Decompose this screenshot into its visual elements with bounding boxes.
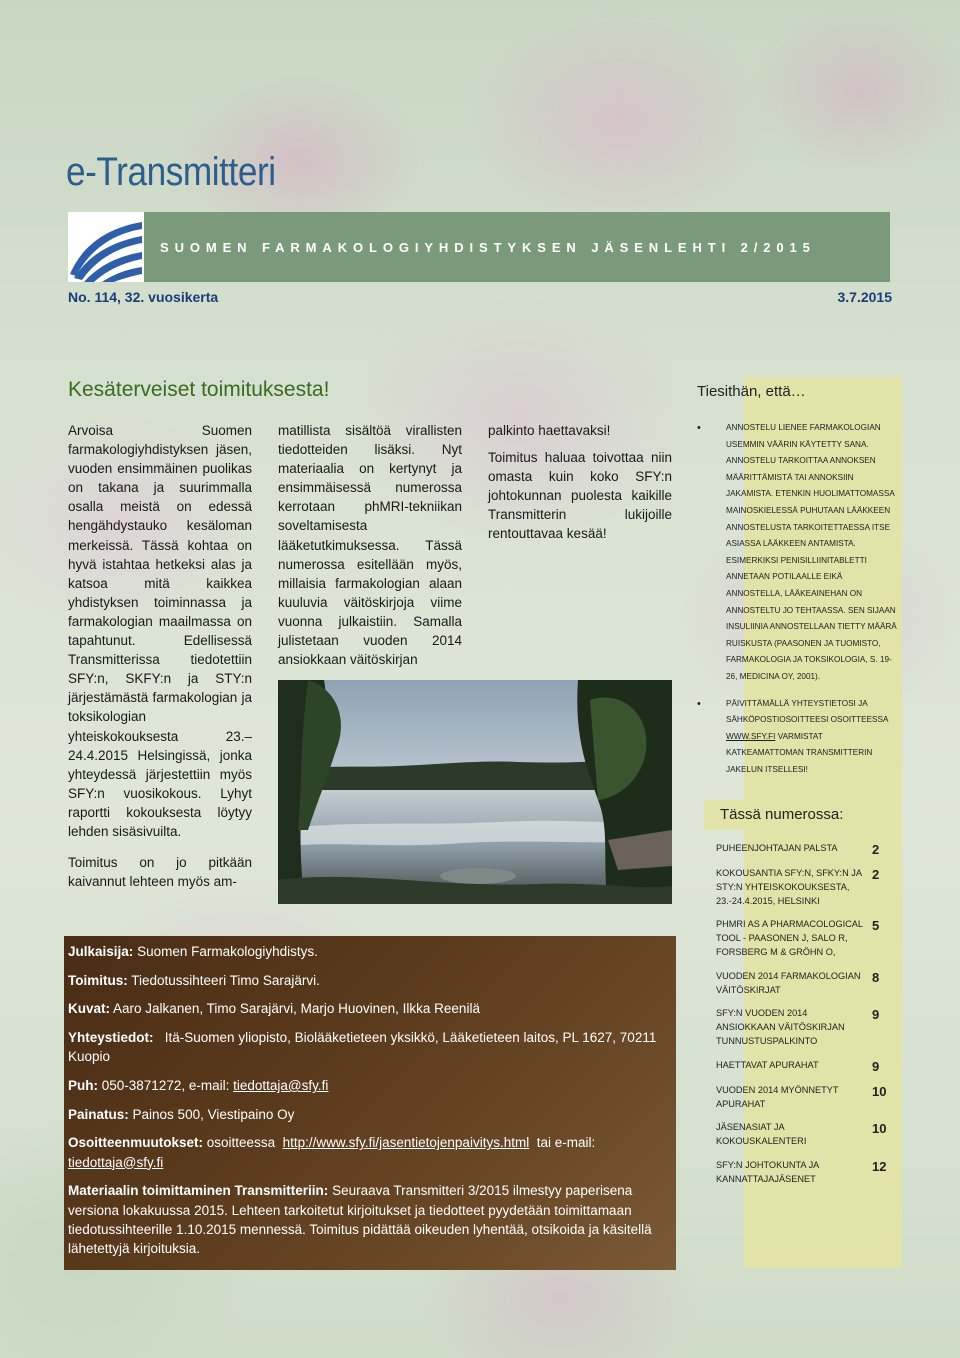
- article-paragraph: palkinto haettavaksi!: [488, 423, 611, 438]
- article-paragraph: Arvoisa Suomen farmakologiyhdistyksen jäsen, vuoden ensimmäinen puolikas on takana ja suurimmalla osalla meistä on edessä hengähdystauko kesäloman merkeissä. Tässä kohtaa on hyvä istahtaa hetkeksi alas ja katsoa mitä kaikkea yhdistyksen toiminnassa ja farmakologian maailmassa on tapahtunut. Edellisessä Transmitterissa tiedotettiin SFY:n, SKFY:n ja STY:n järjestämästä farmakologian ja toksikologian yhteiskokouksesta 23.–24.4.2015 Helsingissä, jonka yhteydessä järjestettiin myös SFY:n vuosikokous. Lyhyt raportti kokouksesta löytyy lehden sisäsivuilta.: [68, 423, 252, 839]
- info-label: Puh:: [68, 1078, 98, 1094]
- info-label: Osoitteenmuutokset:: [68, 1135, 204, 1151]
- info-label: Yhteystiedot:: [68, 1030, 154, 1046]
- toc-label: VUODEN 2014 MYÖNNETYT APURAHAT: [716, 1084, 839, 1109]
- toc-row[interactable]: [716, 1059, 902, 1074]
- info-value: Aaro Jalkanen, Timo Sarajärvi, Marjo Huovinen, Ilkka Reenilä: [113, 1001, 480, 1017]
- article-headline: Kesäterveiset toimituksesta!: [68, 378, 330, 401]
- info-value: osoitteessa: [206, 1135, 276, 1151]
- toc-page: 9: [872, 1058, 880, 1074]
- info-value: 050-3871272, e-mail:: [101, 1078, 230, 1094]
- table-of-contents: [716, 842, 902, 1197]
- toc-row[interactable]: [716, 1007, 902, 1048]
- list-item: [697, 696, 897, 779]
- issue-date: 3.7.2015: [837, 289, 892, 305]
- info-label: Julkaisija:: [68, 944, 134, 959]
- toc-page: 12: [872, 1158, 887, 1174]
- toc-page: 2: [872, 842, 880, 857]
- publisher-info-box: [64, 936, 676, 1270]
- article-column-3: [488, 421, 672, 556]
- toc-row[interactable]: [716, 867, 902, 908]
- toc-row[interactable]: [716, 1121, 902, 1149]
- website-link[interactable]: WWW.SFY.FI: [726, 731, 776, 741]
- info-label: Toimitus:: [68, 972, 128, 988]
- article-paragraph: Toimitus haluaa toivottaa niin omasta kuin koko SFY:n johtokunnan puolesta kaikille Transmitterin lukijoille rentouttavaa kesää!: [488, 450, 672, 542]
- info-label: Kuvat:: [68, 1001, 111, 1017]
- email-link[interactable]: tiedottaja@sfy.fi: [233, 1078, 329, 1094]
- info-value: Itä-Suomen yliopisto, Biolääketieteen yksikkö, Lääketieteen laitos, PL 1627, 70211 Kuopio: [68, 1030, 657, 1065]
- toc-label: VUODEN 2014 FARMAKOLOGIAN VÄITÖSKIRJAT: [716, 970, 861, 995]
- article-column-2: [278, 421, 462, 681]
- toc-label: SFY:N JOHTOKUNTA JA KANNATTAJAJÄSENET: [716, 1159, 819, 1184]
- sfy-logo-icon: [68, 212, 144, 282]
- article-paragraph: matillista sisältöä virallisten tiedotteiden lisäksi. Nyt materiaalia on kertynyt ja ensimmäisessä numerossa kerrotaan phMRI-tekniikan soveltamisesta lääketutkimuksessa. Tässä numerossa esitellään myös, millaisia farmakologian alaan kuuluvia väitöskirjoja viime vuonna julkaistiin. Samalla julistetaan vuoden 2014 ansiokkaan väitöskirjan: [278, 423, 462, 668]
- info-value: tai e-mail:: [536, 1135, 596, 1151]
- info-label: Painatus:: [68, 1106, 129, 1122]
- toc-label: SFY:N VUODEN 2014 ANSIOKKAAN VÄITÖSKIRJAN TUNNUSTUSPALKINTO: [716, 1008, 845, 1046]
- info-value: Suomen Farmakologiyhdistys.: [137, 944, 318, 959]
- toc-row[interactable]: [716, 970, 902, 998]
- toc-row[interactable]: [716, 918, 902, 959]
- toc-label: PUHEENJOHTAJAN PALSTA: [716, 843, 838, 853]
- info-value: Tiedotussihteeri Timo Sarajärvi.: [131, 972, 320, 988]
- toc-label: JÄSENASIAT JA KOKOUSKALENTERI: [716, 1122, 807, 1147]
- issue-number: No. 114, 32. vuosikerta: [68, 289, 219, 305]
- bullet-icon: •: [697, 422, 701, 434]
- did-you-know-title: Tiesithän, että…: [697, 383, 806, 400]
- toc-page: 10: [872, 1083, 887, 1099]
- article-paragraph: Toimitus on jo pitkään kaivannut lehteen myös am-: [68, 855, 252, 890]
- toc-row[interactable]: [716, 842, 902, 857]
- update-info-link[interactable]: http://www.sfy.fi/jasentietojenpaivitys.html: [282, 1135, 530, 1151]
- toc-page: 10: [872, 1121, 887, 1137]
- did-you-know-list: [697, 420, 897, 788]
- list-item-text: VARMISTAT KATKEAMATTOMAN TRANSMITTERIN JAKELUN ITSELLESI!: [726, 731, 873, 774]
- header-subtitle: SUOMEN FARMAKOLOGIYHDISTYKSEN JÄSENLEHTI 2/2015: [160, 240, 816, 255]
- info-value: Seuraava Transmitteri 3/2015 ilmestyy paperisena versiona lokakuussa 2015. Lehteen tarkoitetut kirjoitukset ja tiedotteet pyydetään toimittamaan tiedotussihteerille 1.10.2015 mennessä. Toimitus pidättää oikeuden lyhentää, otsikoida ja käsitellä lähetettyjä kirjoituksia.: [68, 1183, 652, 1256]
- toc-page: 9: [872, 1007, 880, 1023]
- list-item-text: ANNOSTELU LIENEE FARMAKOLOGIAN USEMMIN VÄÄRIN KÄYTETTY SANA. ANNOSTELU TARKOITTAA ANNOKSEN MÄÄRITTÄMISTÄ TAI ANNOKSIIN JAKAMISTA. ETENKIN HUOLIMATTOMASSA MAINOSKIELESSÄ PUHUTAAN LÄÄKKEEN ANNOSTELUSTA TARKOITETTAESSA ITSE ASIASSA LÄÄKKEEN ANTAMISTA. ESIMERKIKSI PENISILLIINITABLETTI ANNETAAN POTILAALLE EIKÄ ANNOSTELLA, LÄÄKEAINEHAN ON ANNOSTELTU JO TEHTAASSA. SEN SIJAAN INSULIINIA ANNOSTELLAAN TIETTY MÄÄRÄ RUISKUSTA (PAASONEN JA TUOMISTO, FARMAKOLOGIA JA TOKSIKOLOGIA, S. 19-26, MEDICINA OY, 2001).: [726, 423, 897, 681]
- toc-page: 2: [872, 867, 880, 882]
- email-link[interactable]: tiedottaja@sfy.fi: [68, 1154, 164, 1170]
- article-column-1: [68, 421, 252, 903]
- toc-row[interactable]: [716, 1084, 902, 1112]
- list-item: [697, 420, 897, 686]
- toc-row[interactable]: [716, 1159, 902, 1187]
- lake-photo: [278, 680, 672, 904]
- toc-label: PHMRI AS A PHARMACOLOGICAL TOOL - PAASONEN J, SALO R, FORSBERG M & GRÖHN O,: [716, 919, 863, 957]
- info-label: Materiaalin toimittaminen Transmitteriin:: [68, 1183, 329, 1199]
- list-item-text: PÄIVITTÄMÄLLÄ YHTEYSTIETOSI JA SÄHKÖPOSTIOSOITTEESI OSOITTEESSA: [726, 698, 888, 725]
- toc-title: Tässä numerossa:: [720, 806, 844, 823]
- toc-label: KOKOUSANTIA SFY:N, SFKY:N JA STY:N YHTEISKOKOUKSESTA, 23.-24.4.2015, HELSINKI: [716, 868, 862, 906]
- toc-page: 8: [872, 969, 880, 985]
- page-title: e-Transmitteri: [66, 150, 276, 194]
- toc-page: 5: [872, 918, 880, 934]
- info-value: Painos 500, Viestipaino Oy: [132, 1106, 295, 1122]
- toc-label: HAETTAVAT APURAHAT: [716, 1059, 819, 1070]
- bullet-icon: •: [697, 697, 701, 710]
